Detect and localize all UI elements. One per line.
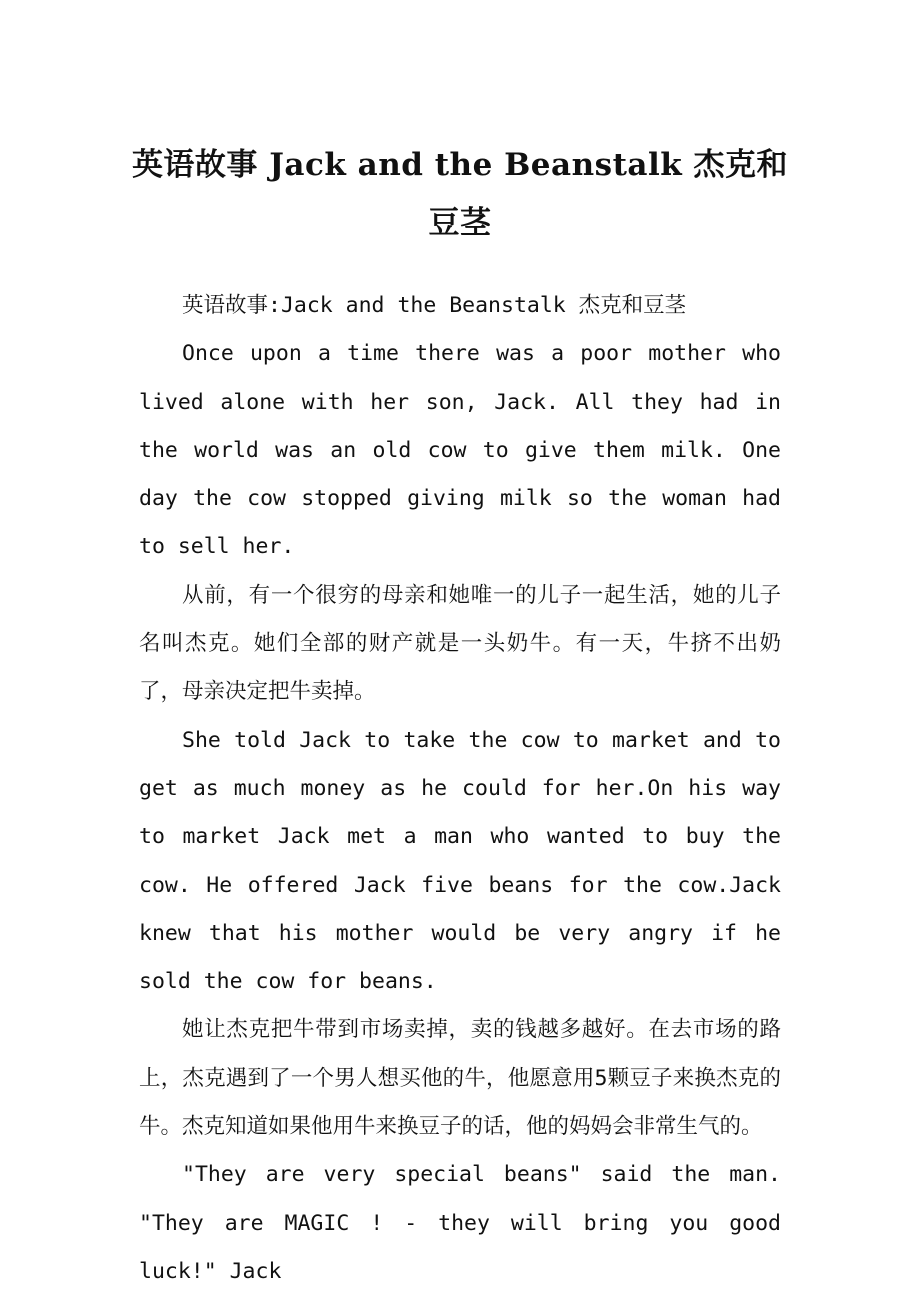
- paragraph-english-1: Once upon a time there was a poor mother who lived alone with her son, Jack. All they had in the world was an old cow to give them milk. One day the cow stopped giving milk so the woman had to sell her.: [139, 341, 781, 560]
- paragraph-heading-line: 英语故事:Jack and the Beanstalk 杰克和豆茎: [182, 293, 687, 318]
- document-title: 英语故事 Jack and the Beanstalk 杰克和豆茎: [131, 147, 789, 241]
- paragraph-english-2: She told Jack to take the cow to market and to get as much money as he could for her.On his way to market Jack met a man who wanted to buy the cow. He offered Jack five beans for the cow.Jack knew that his mother would be very angry if he sold the cow for beans.: [139, 727, 781, 995]
- paragraph-chinese-1: 从前，有一个很穷的母亲和她唯一的儿子一起生活，她的儿子名叫杰克。她们全部的财产就是一头奶牛。有一天，牛挤不出奶了，母亲决定把牛卖掉。: [139, 582, 781, 705]
- document-body: [139, 282, 781, 1296]
- paragraph-chinese-2: 她让杰克把牛带到市场卖掉，卖的钱越多越好。在去市场的路上，杰克遇到了一个男人想买他的牛，他愿意用5颗豆子来换杰克的牛。杰克知道如果他用牛来换豆子的话，他的妈妈会非常生气的。: [139, 1017, 781, 1140]
- paragraph-english-3: "They are very special beans" said the man. "They are MAGIC ! - they will bring you good luck!" Jack: [139, 1162, 781, 1284]
